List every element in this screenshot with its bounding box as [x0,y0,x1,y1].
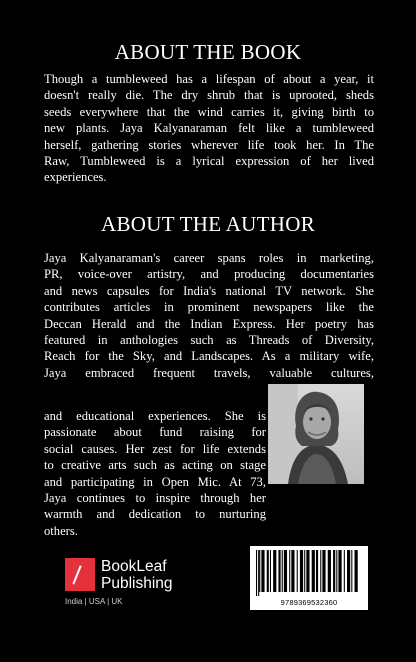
publisher-name: BookLeaf [101,558,167,575]
about-author-heading: ABOUT THE AUTHOR [100,212,316,236]
barcode-bar [297,550,298,592]
text-line: doesn't really die. The dry shrub that is uprooted, sheds [44,88,374,103]
text-line: Deccan Herald and the Indian Express. Her poetry has [44,316,374,331]
barcode-icon [256,550,362,596]
about-author-paragraph-continued [44,408,266,539]
text-line: Though a tumbleweed has a lifespan of about a year, it [44,72,374,86]
author-photo-icon [268,384,364,484]
about-author-paragraph [44,250,374,381]
text-line: Jaya continues to inspire through her [44,491,266,506]
text-line: herself, gathering stories wherever life took her. In The [44,137,374,152]
text-line: Reach for the Sky, and Landscapes. As a military wife, [44,349,374,364]
barcode-bar [270,550,271,592]
barcode-bar [347,550,350,592]
barcode-bar [300,550,303,592]
text-line: experiences. [44,170,107,185]
barcode-bar [355,550,358,592]
text-line: contributes articles in prominent newspapers like the [44,300,374,315]
text-line: passionate about fund raising for [44,425,266,440]
text-line: others. [44,523,78,538]
text-line: Jaya Kalyanaraman's career spans roles in marketing, [44,251,374,265]
text-line: Jaya embraced frequent travels, valuable cultures, [44,365,374,380]
logo-slash [72,565,81,584]
text-line: featured in anthologies such as Threads of Diversity, [44,333,374,348]
barcode-bar [289,550,290,592]
barcode-bar [284,550,287,592]
barcode-bar [320,550,321,592]
isbn-barcode [250,546,368,610]
text-line: seeds everywhere that the wind carries it, giving birth to [44,104,374,119]
barcode-bar [322,550,325,592]
text-line: warmth and dedication to nurturing [44,507,266,522]
barcode-bar [258,550,259,596]
about-book-heading: ABOUT THE BOOK [114,40,302,64]
barcode-bar [261,550,264,592]
publisher-logo [65,558,175,610]
barcode-bar [338,550,341,592]
text-line: and educational experiences. She is [44,409,266,423]
text-line: and participating in Open Mic. At 73, [44,474,266,489]
barcode-bar [351,550,352,592]
publisher-name-line2: Publishing [101,575,173,592]
barcode-bar [328,550,331,592]
text-line: PR, voice-over artistry, and producing documentaries [44,267,374,282]
barcode-bar [267,550,269,592]
text-line: social causes. Her zest for life extends [44,441,266,456]
text-line: and news capsules for India's national TV network. She [44,283,374,298]
barcode-bar [256,550,257,596]
barcode-bar [316,550,318,592]
barcode-bar [259,550,260,592]
isbn-number: 9789369532360 [280,598,338,607]
text-line: Raw, Tumbleweed is a lyrical expression of her lived [44,154,374,169]
about-book-paragraph [44,71,374,186]
text-line: to creative arts such as acting on stage [44,458,266,473]
barcode-bar [304,550,305,592]
barcode-bar [344,550,345,592]
barcode-bar [312,550,315,592]
barcode-bar [273,550,276,592]
bookleaf-logo-icon [65,558,95,591]
barcode-bar [291,550,294,592]
barcode-bar [333,550,335,592]
barcode-bar [282,550,283,592]
publisher-regions: India | USA | UK [65,597,123,606]
author-photo [268,384,364,484]
barcode-bar [278,550,280,592]
barcode-bar [336,550,337,592]
barcode-bar [306,550,309,592]
text-line: new plants. Jaya Kalyanaraman felt like a tumbleweed [44,121,374,136]
